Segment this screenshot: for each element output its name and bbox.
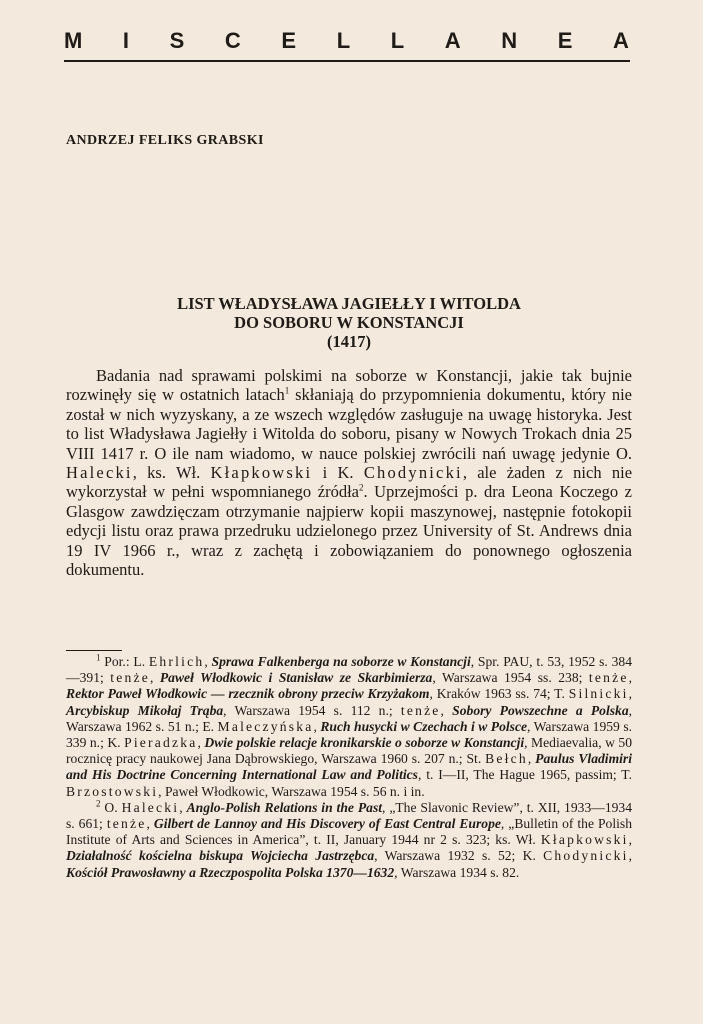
header-letter: N: [501, 28, 519, 53]
footnote-rule: [66, 650, 122, 651]
footnote-number: 2: [96, 798, 101, 809]
header-letter: I: [122, 28, 131, 53]
body-paragraph: Badania nad sprawami polskimi na soborze w Konstancji, jakie tak bujnie rozwinęły się w ostatnich latach$^1$ skłaniają do przypomnienia dokumentu, który nie został w nich wyzyskany, a ze wszech względów zasługuje na uwagę historyka. Jest to list Władysława Jagiełły i Witolda do soboru, pisany w Nowych Trokach dnia 25 VIII 1417 r. O ile nam wiadomo, w nauce polskiej zwrócili nań uwagę jedynie O. Halecki, ks. Wł. Kłapkowski i K. Chodynicki, ale żaden z nich nie wykorzystał w pełni wspomnianego źródła$^2$. Uprzejmości p. dra Leona Koczego z Glasgow zawdzięczam otrzymanie najpierw kopii maszynowej, następnie fotokopii edycji listu oraz prawa przedruku udzielonego przez University of St. Andrews dnia 19 IV 1966 r., wraz z zachętą i zobowiązaniem do ponownego ogłoszenia dokumentu.: [66, 366, 633, 580]
footnote-1: $^1$ Por.: L. Ehrlich, Sprawa Falkenberga na soborze w Konstancji, Spr. PAU, t. 53, 1952 s. 384—391; tenże, Paweł Włodkowic i Stanisław ze Skarbimierza, Warszawa 1954 ss. 238; tenże, Rektor Paweł Włodkowic — rzecznik obrony przeciw Krzyżakom, Kraków 1963 ss. 74; T. Silnicki, Arcybiskup Mikołaj Trąba, Warszawa 1954 s. 112 n.; tenże, Sobory Powszechne a Polska, Warszawa 1962 s. 51 n.; E. Maleczyńska, Ruch husycki w Czechach i w Polsce, Warszawa 1959 s. 339 n.; K. Pieradzka, Dwie polskie relacje kronikarskie o soborze w Konstancji, Mediaevalia, w 50 rocznicę pracy naukowej Jana Dąbrowskiego, Warszawa 1960 s. 207 n.; St. Bełch, Paulus Vladimiri and His Doctrine Concerning International Law and Politics, t. I—II, The Hague 1965, passim; T. Brzostowski, Paweł Włodkowic, Warszawa 1954 s. 56 n. i in.: [66, 652, 633, 799]
spaced-name: Halecki: [66, 463, 133, 483]
header-letter: A: [613, 28, 630, 53]
footnote-ref: 2: [358, 482, 364, 493]
header-letter: E: [557, 28, 574, 53]
header-letter: M: [64, 28, 84, 53]
footnote-2: $^2$ O. Halecki, Anglo-Polish Relations in the Past, „The Slavonic Review”, t. XII, 1933—1934 s. 661; tenże, Gilbert de Lannoy and His Discovery of East Central Europe, „Bulletin of the Polish Institute of Arts and Sciences in America”, t. II, January 1944 nr 2 s. 323; ks. Wł. Kłapkowski, Działalność kościelna biskupa Wojciecha Jastrzębca, Warszawa 1932 s. 52; K. Chodynicki, Kościół Prawosławny a Rzeczpospolita Polska 1370—1632, Warszawa 1934 s. 82.: [66, 798, 633, 880]
header-rule: [64, 60, 630, 62]
header-letter: C: [224, 28, 242, 53]
footnote-ref: 1: [284, 385, 290, 396]
title-line: DO SOBORU W KONSTANCJI: [234, 313, 464, 332]
spaced-name: Chodynicki: [363, 463, 463, 483]
spaced-name: Kłapkowski: [210, 463, 313, 483]
header-letter: L: [390, 28, 406, 53]
title-year: (1417): [327, 332, 371, 351]
header-letter: S: [169, 28, 186, 53]
running-header: [64, 28, 630, 54]
title-line: LIST WŁADYSŁAWA JAGIEŁŁY I WITOLDA: [177, 294, 521, 313]
article-title: [66, 294, 632, 351]
author-name: ANDRZEJ FELIKS GRABSKI: [66, 133, 264, 148]
header-letter: E: [281, 28, 298, 53]
header-letter: L: [336, 28, 352, 53]
footnotes: [66, 654, 632, 881]
footnote-number: 1: [96, 652, 101, 663]
header-letter: A: [444, 28, 462, 53]
